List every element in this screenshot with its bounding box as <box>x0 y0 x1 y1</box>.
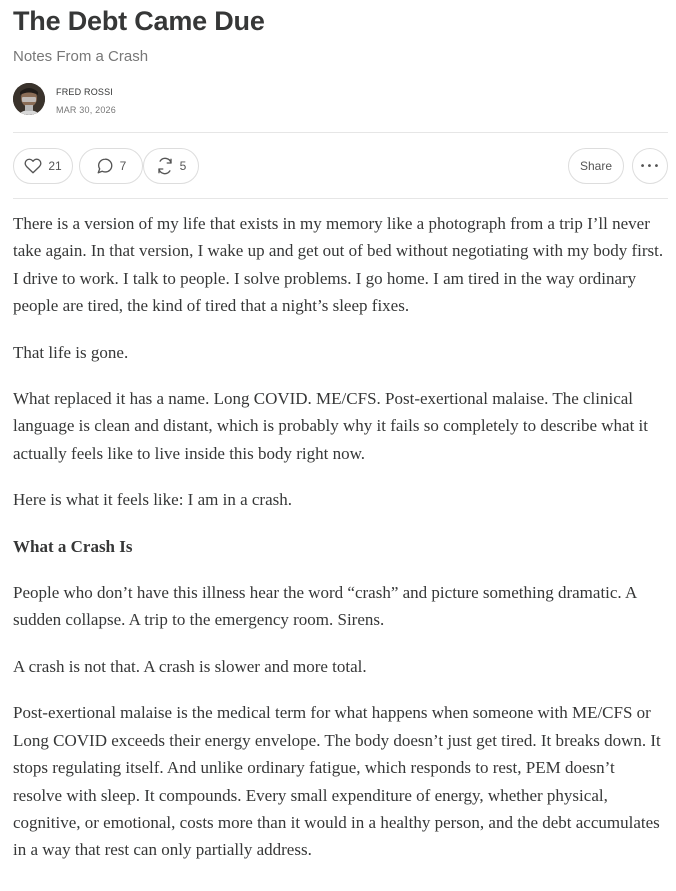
more-options-button[interactable] <box>632 148 668 184</box>
paragraph: Here is what it feels like: I am in a crash. <box>13 490 292 510</box>
post-date: MAR 30, 2026 <box>56 105 116 115</box>
divider-top <box>13 132 668 133</box>
avatar-portrait-icon <box>13 83 45 115</box>
post-subtitle: Notes From a Crash <box>13 48 149 65</box>
more-dots-icon: ••• <box>639 160 661 172</box>
post-title: The Debt Came Due <box>13 6 265 36</box>
heart-icon <box>24 157 42 175</box>
like-button[interactable] <box>13 148 73 184</box>
comment-button[interactable] <box>79 148 143 184</box>
paragraph: That life is gone. <box>13 342 129 362</box>
byline <box>13 82 313 118</box>
like-count: 21 <box>48 159 62 173</box>
paragraph: A crash is not that. A crash is slower and more total. <box>13 656 367 676</box>
paragraph: What replaced it has a name. Long COVID. ME/CFS. Post-exertional malaise. The clinical language is clean and distant, which is probably why it fails so completely to describe what it actually feels like to live inside this body right now. <box>13 389 648 463</box>
author-name[interactable]: FRED ROSSI <box>56 87 114 97</box>
comment-bubble-icon <box>96 157 114 175</box>
restack-arrows-icon <box>156 157 174 175</box>
divider-bottom <box>13 198 668 199</box>
author-avatar[interactable] <box>13 83 45 115</box>
paragraph: There is a version of my life that exists in my memory like a photograph from a trip I’ll never take again. In that version, I wake up and get out of bed without negotiating with my body first. I drive to work. I talk to people. I solve problems. I go home. I am tired in the way ordinary people are tired, the kind of tired that a night’s sleep fixes. <box>13 214 664 316</box>
restack-count: 5 <box>179 159 187 173</box>
post-body <box>13 210 668 883</box>
post-actions-bar <box>13 148 668 184</box>
paragraph: People who don’t have this illness hear the word “crash” and picture something dramatic. A sudden collapse. A trip to the emergency room. Sirens. <box>13 583 637 630</box>
share-button[interactable]: Share <box>568 148 624 184</box>
comment-count: 7 <box>119 159 127 173</box>
section-heading: What a Crash Is <box>13 536 133 556</box>
paragraph: Post-exertional malaise is the medical term for what happens when someone with ME/CFS or Long COVID exceeds their energy envelope. The body doesn’t just get tired. It breaks down. It stops regulating itself. And unlike ordinary fatigue, which responds to rest, PEM doesn’t resolve with sleep. It compounds. Every small expenditure of energy, whether physical, cognitive, or emotional, costs more than it would in a healthy person, and the debt accumulates in a way that rest can only partially address. <box>13 703 661 860</box>
restack-button[interactable] <box>143 148 199 184</box>
